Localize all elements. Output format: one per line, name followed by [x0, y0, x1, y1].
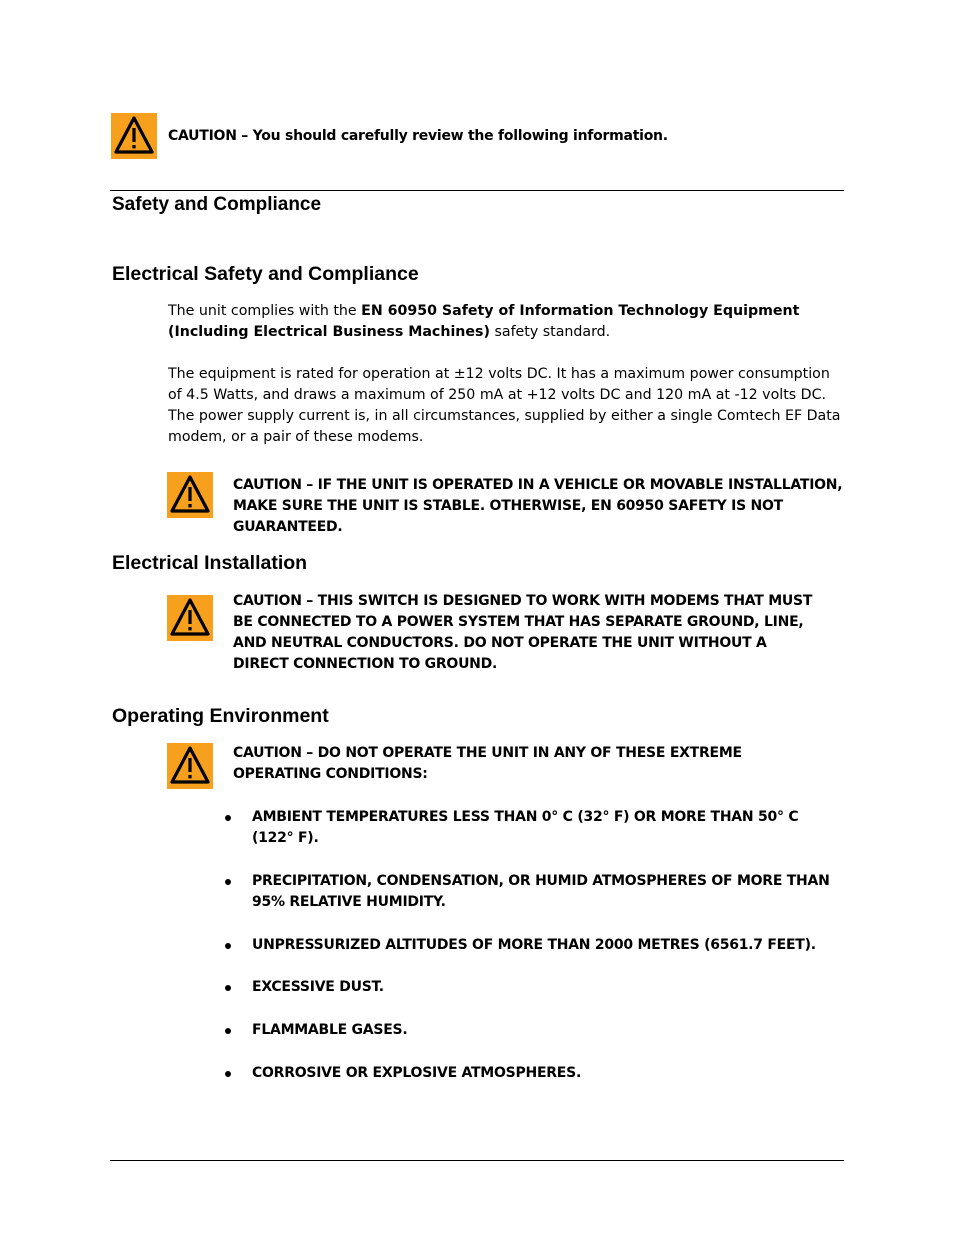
compliance-paragraph — [168, 301, 844, 343]
footer-rule — [110, 1160, 844, 1161]
section-rule — [110, 190, 844, 191]
vehicle-caution-text: CAUTION – IF THE UNIT IS OPERATED IN A VEHICLE OR MOVABLE INSTALLATION, MAKE SURE THE UNIT IS STABLE. OTHERWISE, EN 60950 SAFETY IS NOT GUARANTEED. — [233, 477, 843, 535]
operating-environment-heading: Operating Environment — [112, 705, 329, 727]
bullet-icon — [225, 879, 231, 885]
warning-triangle-icon — [167, 472, 213, 518]
list-item — [224, 1063, 844, 1084]
ground-caution-text: CAUTION – THIS SWITCH IS DESIGNED TO WORK WITH MODEMS THAT MUST BE CONNECTED TO A POWER SYSTEM THAT HAS SEPARATE GROUND, LINE, AND NEUTRAL CONDUCTORS. DO NOT OPERATE THE UNIT WITHOUT A DIRECT CONNECTION TO GROUND. — [233, 593, 813, 672]
list-item-text: FLAMMABLE GASES. — [252, 1022, 408, 1038]
environment-caution-text: CAUTION – DO NOT OPERATE THE UNIT IN ANY OF THESE EXTREME OPERATING CONDITIONS: — [233, 745, 742, 782]
bullet-icon — [225, 985, 231, 991]
bullet-icon — [225, 1071, 231, 1077]
warning-triangle-icon — [111, 113, 157, 159]
top-caution-text: CAUTION – You should carefully review the following information. — [168, 128, 668, 144]
list-item — [224, 977, 844, 998]
list-item-text: EXCESSIVE DUST. — [252, 979, 384, 995]
electrical-safety-heading: Electrical Safety and Compliance — [112, 263, 419, 285]
compliance-standard: EN 60950 Safety of Information Technology Equipment (Including Electrical Business Machines) — [168, 303, 800, 340]
list-item — [224, 1020, 844, 1041]
list-item — [224, 871, 844, 913]
compliance-suffix: safety standard. — [489, 324, 611, 340]
bullet-icon — [225, 815, 231, 821]
bullet-icon — [225, 1028, 231, 1034]
list-item — [224, 807, 844, 849]
extreme-conditions-list — [224, 806, 844, 1084]
bullet-icon — [225, 943, 231, 949]
list-item-text: PRECIPITATION, CONDENSATION, OR HUMID ATMOSPHERES OF MORE THAN 95% RELATIVE HUMIDITY. — [252, 873, 830, 910]
list-item — [224, 935, 844, 956]
electrical-installation-heading: Electrical Installation — [112, 552, 308, 574]
list-item-text: AMBIENT TEMPERATURES LESS THAN 0° C (32° F) OR MORE THAN 50° C (122° F). — [252, 809, 799, 846]
warning-triangle-icon — [167, 743, 213, 789]
list-item-text: UNPRESSURIZED ALTITUDES OF MORE THAN 2000 METRES (6561.7 FEET). — [252, 937, 816, 953]
compliance-prefix: The unit complies with the — [168, 303, 362, 319]
power-rating-paragraph: The equipment is rated for operation at ±12 volts DC. It has a maximum power consumption of 4.5 Watts, and draws a maximum of 250 mA at +12 volts DC and 120 mA at -12 volts DC. The power supply current is, in all circumstances, supplied by either a single Comtech EF Data modem, or a pair of these modems. — [168, 366, 841, 445]
section-title: Safety and Compliance — [112, 194, 322, 215]
warning-triangle-icon — [167, 595, 213, 641]
list-item-text: CORROSIVE OR EXPLOSIVE ATMOSPHERES. — [252, 1065, 582, 1081]
